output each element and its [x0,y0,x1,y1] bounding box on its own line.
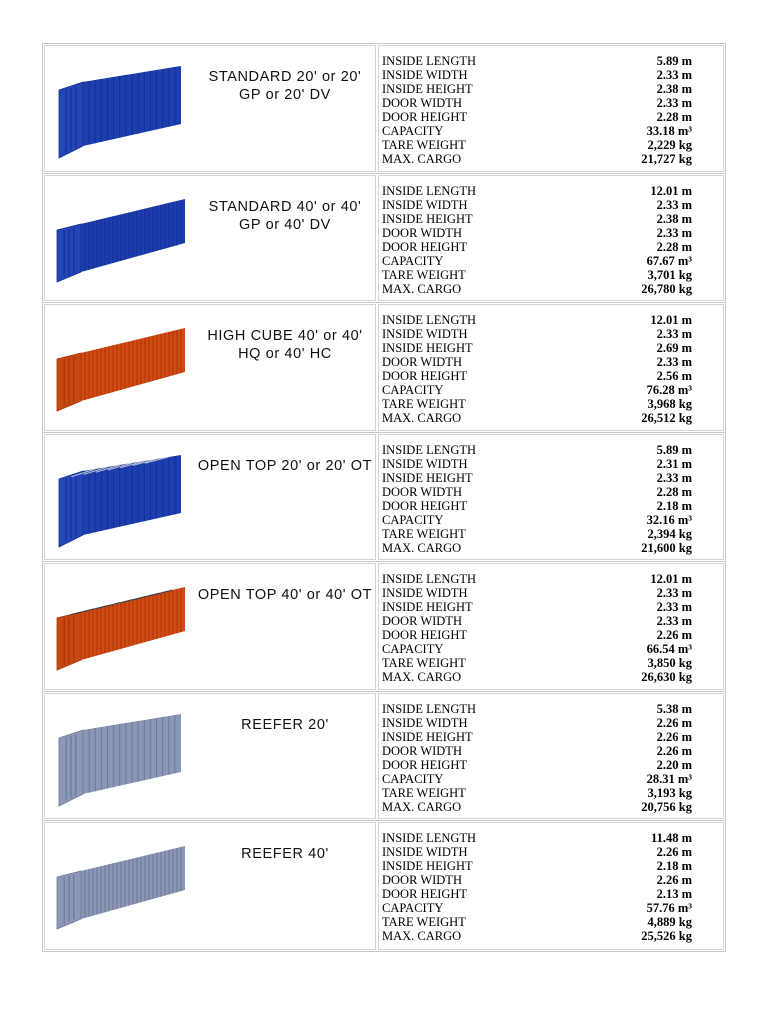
spec-label: DOOR HEIGHT [382,887,468,901]
spec-label: DOOR HEIGHT [382,628,468,642]
spec-value: 3,701 kg [647,267,692,282]
spec-line [382,54,692,68]
spec-line [382,254,692,268]
container-row [43,174,725,304]
spec-label: INSIDE HEIGHT [382,470,473,485]
spec-label: DOOR HEIGHT [382,498,468,513]
spec-value: 2.38 m [656,82,692,96]
spec-label: CAPACITY [382,771,444,786]
spec-value: 12.01 m [650,313,692,327]
spec-line [382,341,692,355]
spec-value: 2.13 m [656,887,692,901]
spec-value: 67.67 m³ [646,253,692,268]
spec-value: 3,193 kg [647,785,692,800]
spec-line [382,702,692,716]
container-specs-cell [378,563,724,690]
spec-label: INSIDE WIDTH [382,68,468,82]
spec-line [382,572,692,586]
spec-value: 26,780 kg [641,281,692,296]
spec-label: DOOR HEIGHT [382,757,468,772]
spec-label: MAX. CARGO [382,670,462,684]
spec-label: DOOR WIDTH [382,355,462,369]
spec-value: 20,756 kg [641,799,692,814]
spec-value: 57.76 m³ [646,901,692,915]
spec-value: 2.33 m [656,197,692,212]
spec-line [382,541,692,555]
spec-line [382,443,692,457]
spec-label: DOOR WIDTH [382,873,462,887]
spec-line [382,642,692,656]
container-specs-cell [378,693,724,820]
spec-value: 2.28 m [656,239,692,254]
spec-value: 3,850 kg [647,656,692,670]
container-specs-cell [378,175,724,302]
spec-line [382,96,692,110]
spec-line [382,929,692,943]
container-specs-cell [378,304,724,431]
spec-line [382,628,692,642]
spec-value: 5.89 m [656,54,692,68]
spec-line [382,198,692,212]
spec-value: 2.33 m [656,586,692,600]
spec-value: 2.18 m [656,859,692,873]
spec-label: CAPACITY [382,901,444,915]
spec-label: MAX. CARGO [382,540,462,555]
container-row [43,303,725,433]
spec-value: 2.26 m [656,715,692,730]
spec-label: INSIDE LENGTH [382,701,477,716]
spec-line [382,527,692,541]
spec-label: MAX. CARGO [382,411,462,425]
spec-label: MAX. CARGO [382,929,462,943]
container-specs-cell [378,434,724,561]
spec-line [382,670,692,684]
spec-value: 2.26 m [656,628,692,642]
spec-label: MAX. CARGO [382,281,462,296]
spec-line [382,586,692,600]
container-specs-cell [378,45,724,172]
spec-line [382,614,692,628]
spec-line [382,82,692,96]
container-image-cell [44,304,376,431]
container-specs-table [42,43,726,952]
spec-value: 2.33 m [656,470,692,485]
container-illustration [53,453,188,548]
spec-line [382,786,692,800]
spec-line [382,184,692,198]
spec-line [382,313,692,327]
container-image-cell [44,563,376,690]
spec-line [382,124,692,138]
spec-line [382,68,692,82]
container-row [43,433,725,563]
spec-line [382,887,692,901]
spec-value: 2.56 m [656,369,692,383]
container-image-cell [44,175,376,302]
spec-value: 2.69 m [656,341,692,355]
spec-value: 2.26 m [656,873,692,887]
spec-label: INSIDE WIDTH [382,197,468,212]
spec-label: TARE WEIGHT [382,267,466,282]
spec-value: 2.33 m [656,327,692,341]
spec-line [382,845,692,859]
spec-value: 2.33 m [656,225,692,240]
spec-value: 2.38 m [656,211,692,226]
spec-line [382,383,692,397]
spec-line [382,758,692,772]
spec-line [382,226,692,240]
spec-value: 2,229 kg [647,138,692,152]
spec-line [382,499,692,513]
spec-label: INSIDE WIDTH [382,586,468,600]
container-row [43,692,725,822]
spec-value: 5.38 m [656,701,692,716]
spec-label: INSIDE LENGTH [382,183,477,198]
spec-line [382,268,692,282]
spec-line [382,212,692,226]
spec-value: 2.31 m [656,456,692,471]
spec-label: DOOR WIDTH [382,484,462,499]
spec-value: 2.26 m [656,845,692,859]
spec-line [382,110,692,124]
spec-label: DOOR HEIGHT [382,239,468,254]
spec-label: CAPACITY [382,512,444,527]
container-illustration [53,712,188,807]
spec-value: 5.89 m [656,442,692,457]
spec-label: TARE WEIGHT [382,785,466,800]
spec-line [382,716,692,730]
spec-label: INSIDE LENGTH [382,54,477,68]
container-image-cell [44,693,376,820]
spec-value: 2.28 m [656,484,692,499]
container-illustration [53,64,188,159]
spec-line [382,901,692,915]
spec-line [382,327,692,341]
spec-label: INSIDE HEIGHT [382,859,473,873]
spec-label: INSIDE HEIGHT [382,82,473,96]
spec-label: INSIDE WIDTH [382,327,468,341]
spec-value: 12.01 m [650,183,692,198]
spec-value: 2.26 m [656,743,692,758]
spec-label: CAPACITY [382,383,444,397]
spec-value: 12.01 m [650,572,692,586]
container-image-cell [44,434,376,561]
spec-value: 4,889 kg [647,915,692,929]
spec-value: 21,600 kg [641,540,692,555]
spec-value: 25,526 kg [641,929,692,943]
container-image-cell [44,45,376,172]
spec-value: 2.33 m [656,96,692,110]
spec-line [382,800,692,814]
spec-line [382,831,692,845]
spec-label: INSIDE LENGTH [382,572,477,586]
spec-line [382,915,692,929]
spec-label: INSIDE LENGTH [382,313,477,327]
spec-label: DOOR WIDTH [382,743,462,758]
spec-value: 3,968 kg [647,397,692,411]
spec-line [382,138,692,152]
spec-label: INSIDE WIDTH [382,715,468,730]
spec-line [382,513,692,527]
spec-line [382,873,692,887]
spec-label: DOOR WIDTH [382,225,462,240]
spec-label: INSIDE LENGTH [382,831,477,845]
spec-label: CAPACITY [382,253,444,268]
spec-value: 2.33 m [656,600,692,614]
spec-line [382,772,692,786]
spec-label: TARE WEIGHT [382,397,466,411]
spec-line [382,152,692,166]
spec-value: 32.16 m³ [646,512,692,527]
container-type-name: HIGH CUBE 40' or 40' HQ or 40' HC [207,328,363,362]
spec-label: DOOR WIDTH [382,614,462,628]
spec-label: INSIDE LENGTH [382,442,477,457]
spec-value: 28.31 m³ [646,771,692,786]
spec-label: INSIDE HEIGHT [382,729,473,744]
spec-label: TARE WEIGHT [382,138,466,152]
container-type-name: STANDARD 20' or 20' GP or 20' DV [208,69,362,103]
container-illustration [53,582,188,677]
container-type-name: REEFER 20' [241,716,329,733]
container-row [43,821,725,951]
spec-value: 2.18 m [656,498,692,513]
spec-line [382,457,692,471]
spec-label: DOOR HEIGHT [382,110,468,124]
spec-value: 2.28 m [656,110,692,124]
spec-value: 21,727 kg [641,152,692,166]
container-specs-cell [378,822,724,950]
spec-value: 76.28 m³ [646,383,692,397]
container-row [43,562,725,692]
spec-line [382,369,692,383]
spec-line [382,240,692,254]
spec-label: INSIDE WIDTH [382,456,468,471]
spec-label: TARE WEIGHT [382,656,466,670]
container-type-name: STANDARD 40' or 40' GP or 40' DV [208,198,362,233]
container-image-cell [44,822,376,950]
spec-line [382,397,692,411]
container-illustration [53,323,188,418]
spec-label: DOOR HEIGHT [382,369,468,383]
container-type-name: OPEN TOP 20' or 20' OT [197,457,373,474]
container-type-name: REEFER 40' [241,846,329,862]
container-row [43,44,725,174]
spec-value: 2.33 m [656,614,692,628]
spec-line [382,744,692,758]
spec-label: MAX. CARGO [382,152,462,166]
spec-line [382,282,692,296]
spec-label: DOOR WIDTH [382,96,462,110]
spec-label: CAPACITY [382,124,444,138]
spec-label: INSIDE WIDTH [382,845,468,859]
spec-line [382,471,692,485]
spec-line [382,355,692,369]
spec-value: 2.33 m [656,68,692,82]
spec-value: 2.33 m [656,355,692,369]
spec-value: 2.20 m [656,757,692,772]
spec-value: 11.48 m [651,831,692,845]
container-illustration [53,841,188,936]
spec-label: INSIDE HEIGHT [382,341,473,355]
spec-label: INSIDE HEIGHT [382,211,473,226]
spec-label: TARE WEIGHT [382,526,466,541]
spec-value: 2,394 kg [647,526,692,541]
spec-line [382,730,692,744]
spec-line [382,859,692,873]
spec-line [382,656,692,670]
spec-line [382,411,692,425]
spec-label: CAPACITY [382,642,444,656]
container-type-name: OPEN TOP 40' or 40' OT [197,587,373,603]
spec-value: 26,630 kg [641,670,692,684]
spec-value: 33.18 m³ [646,124,692,138]
spec-value: 26,512 kg [641,411,692,425]
spec-line [382,485,692,499]
spec-label: INSIDE HEIGHT [382,600,473,614]
spec-value: 2.26 m [656,729,692,744]
spec-value: 66.54 m³ [646,642,692,656]
spec-label: MAX. CARGO [382,799,462,814]
spec-label: TARE WEIGHT [382,915,466,929]
spec-line [382,600,692,614]
container-illustration [53,194,188,289]
